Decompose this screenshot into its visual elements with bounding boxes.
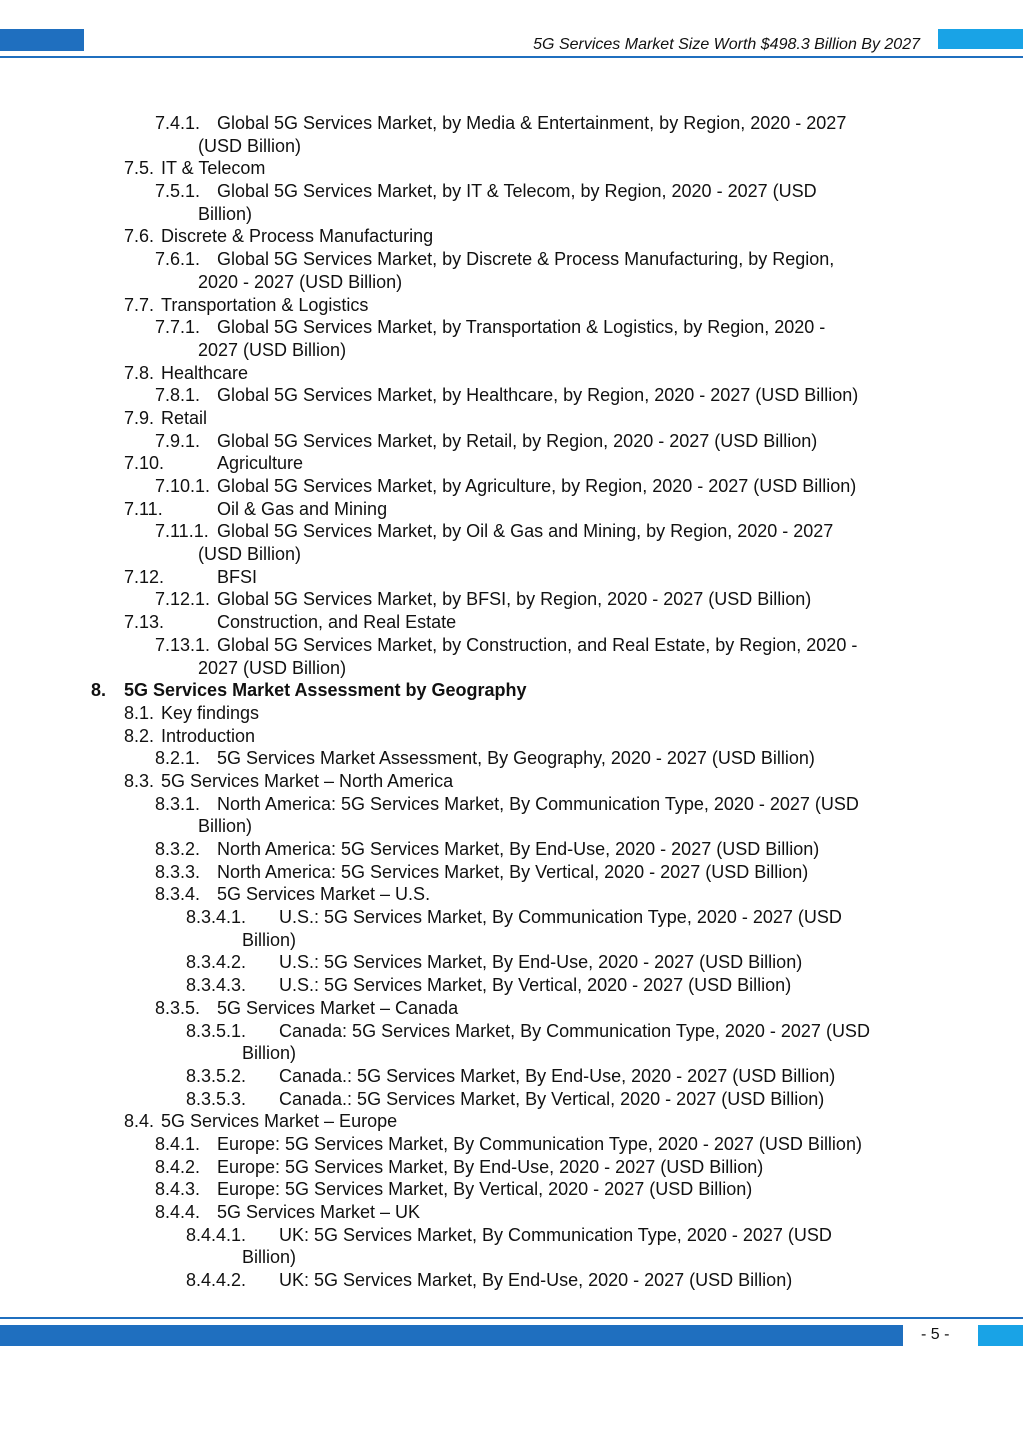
toc-entry: [0, 861, 1023, 884]
toc-entry-title: North America: 5G Services Market, By End-Use, 2020 - 2027 (USD Billion): [217, 839, 820, 859]
toc-entry: [0, 566, 1023, 589]
toc-entry-title: 5G Services Market – Canada: [217, 997, 459, 1018]
toc-entry-title: Global 5G Services Market, by Retail, by Region, 2020 - 2027 (USD Billion): [217, 430, 818, 451]
toc-entry-title: North America: 5G Services Market, By Vertical, 2020 - 2027 (USD Billion): [217, 861, 809, 882]
toc-entry-number: 7.7.1.: [155, 317, 201, 338]
table-of-contents: [0, 112, 1023, 1292]
toc-entry-title-continued: Billion): [242, 929, 297, 950]
toc-entry-number: 7.11.: [124, 498, 163, 519]
toc-entry: [0, 520, 1023, 543]
toc-entry-continuation: [0, 657, 1023, 680]
toc-entry: [0, 294, 1023, 317]
toc-entry-continuation: [0, 339, 1023, 362]
toc-entry-title-continued: (USD Billion): [198, 544, 302, 565]
toc-entry-number: 8.3.2.: [155, 839, 201, 859]
toc-entry-number: 8.4.4.1.: [186, 1224, 247, 1245]
toc-entry: [0, 974, 1023, 997]
toc-entry-title: U.S.: 5G Services Market, By Communication Type, 2020 - 2027 (USD: [279, 907, 842, 928]
toc-entry: [0, 702, 1023, 725]
toc-entry: [0, 1110, 1023, 1133]
toc-entry-continuation: [0, 815, 1023, 838]
toc-entry: [0, 679, 1023, 702]
toc-entry-number: 8.3.: [124, 770, 155, 791]
footer-bar: [0, 1325, 903, 1346]
toc-entry-number: 8.1.: [124, 702, 155, 723]
toc-entry-continuation: [0, 203, 1023, 226]
toc-entry-title-continued: 2027 (USD Billion): [198, 339, 347, 360]
toc-entry-number: 8.: [91, 680, 107, 701]
toc-entry-title: Retail: [161, 407, 208, 428]
toc-entry: [0, 384, 1023, 407]
toc-entry-number: 8.3.1.: [155, 793, 201, 814]
toc-entry: [0, 634, 1023, 657]
toc-entry-title-continued: 2027 (USD Billion): [198, 657, 347, 678]
toc-entry: [0, 248, 1023, 271]
toc-entry-title: Global 5G Services Market, by Discrete & Process Manufacturing, by Region,: [217, 249, 835, 270]
toc-entry-title-continued: Billion): [242, 1043, 297, 1064]
toc-entry-title: 5G Services Market Assessment, By Geography, 2020 - 2027 (USD Billion): [217, 748, 815, 769]
header-accent-left: [0, 29, 84, 51]
toc-entry-number: 7.9.: [124, 407, 155, 428]
toc-entry-number: 8.4.4.: [155, 1202, 201, 1222]
toc-entry-title-continued: Billion): [198, 816, 253, 837]
toc-entry-continuation: [0, 271, 1023, 294]
toc-entry-number: 7.12.: [124, 566, 165, 587]
toc-entry: [0, 838, 1023, 861]
footer-rule: [0, 1317, 1023, 1319]
toc-entry-number: 7.4.1.: [155, 113, 201, 133]
toc-entry: [0, 1269, 1023, 1292]
toc-entry-number: 8.4.: [124, 1111, 155, 1132]
toc-entry: [0, 1088, 1023, 1111]
toc-entry-number: 7.13.1.: [155, 634, 211, 655]
toc-entry-title: 5G Services Market – Europe: [161, 1111, 398, 1132]
toc-entry-number: 8.3.4.2.: [186, 952, 247, 973]
toc-entry-title: Canada.: 5G Services Market, By End-Use, 2020 - 2027 (USD Billion): [279, 1065, 836, 1086]
toc-entry-title: U.S.: 5G Services Market, By Vertical, 2020 - 2027 (USD Billion): [279, 975, 792, 996]
toc-entry-number: 8.3.4.1.: [186, 907, 247, 928]
toc-entry: [0, 1201, 1023, 1224]
toc-entry: [0, 112, 1023, 135]
toc-entry: [0, 1133, 1023, 1156]
header-title: 5G Services Market Size Worth $498.3 Billion By 2027: [533, 36, 920, 53]
toc-entry-number: 8.4.1.: [155, 1133, 201, 1154]
toc-entry-number: 8.2.: [124, 725, 155, 746]
toc-entry-title: Healthcare: [161, 362, 249, 383]
toc-entry: [0, 452, 1023, 475]
toc-entry: [0, 611, 1023, 634]
toc-entry: [0, 180, 1023, 203]
toc-entry-title: Global 5G Services Market, by Media & Entertainment, by Region, 2020 - 2027: [217, 113, 847, 133]
toc-entry-number: 7.7.: [124, 294, 155, 315]
toc-entry-title: Global 5G Services Market, by Transportation & Logistics, by Region, 2020 -: [217, 317, 826, 338]
toc-entry-number: 7.10.1.: [155, 476, 211, 496]
toc-entry-title: 5G Services Market – UK: [217, 1202, 421, 1222]
toc-entry-title: BFSI: [217, 566, 258, 587]
toc-entry: [0, 1156, 1023, 1179]
toc-entry-title-continued: (USD Billion): [198, 135, 302, 156]
toc-entry: [0, 1224, 1023, 1247]
toc-entry-title: UK: 5G Services Market, By End-Use, 2020 - 2027 (USD Billion): [279, 1270, 793, 1291]
toc-entry-number: 7.13.: [124, 612, 165, 633]
toc-entry: [0, 362, 1023, 385]
page-number: - 5 -: [921, 1326, 950, 1343]
toc-entry: [0, 498, 1023, 521]
toc-entry-title: Oil & Gas and Mining: [217, 498, 388, 519]
toc-entry: [0, 157, 1023, 180]
header-rule: [0, 56, 1023, 58]
toc-entry-number: 8.4.3.: [155, 1179, 201, 1200]
toc-entry-number: 8.2.1.: [155, 748, 201, 769]
toc-entry: [0, 883, 1023, 906]
toc-entry: [0, 430, 1023, 453]
toc-entry-continuation: [0, 929, 1023, 952]
toc-entry-continuation: [0, 543, 1023, 566]
toc-entry: [0, 1065, 1023, 1088]
footer-accent-right: [978, 1325, 1023, 1346]
toc-entry: [0, 225, 1023, 248]
toc-entry-number: 7.8.1.: [155, 385, 201, 406]
toc-entry-title: UK: 5G Services Market, By Communication Type, 2020 - 2027 (USD: [279, 1224, 832, 1245]
toc-entry: [0, 725, 1023, 748]
toc-entry-title: Agriculture: [217, 453, 304, 474]
toc-entry-title-continued: Billion): [198, 203, 253, 224]
toc-entry: [0, 997, 1023, 1020]
toc-entry-title: Canada: 5G Services Market, By Communication Type, 2020 - 2027 (USD: [279, 1020, 870, 1041]
toc-entry-title: Global 5G Services Market, by Healthcare, by Region, 2020 - 2027 (USD Billion): [217, 385, 859, 406]
toc-entry-title: Europe: 5G Services Market, By Communication Type, 2020 - 2027 (USD Billion): [217, 1133, 862, 1154]
toc-entry-title: Transportation & Logistics: [161, 294, 369, 315]
toc-entry: [0, 1178, 1023, 1201]
toc-entry-title: Canada.: 5G Services Market, By Vertical, 2020 - 2027 (USD Billion): [279, 1088, 825, 1109]
toc-entry-title: Global 5G Services Market, by IT & Telecom, by Region, 2020 - 2027 (USD: [217, 181, 817, 202]
toc-entry: [0, 316, 1023, 339]
toc-entry-title: Europe: 5G Services Market, By End-Use, 2020 - 2027 (USD Billion): [217, 1156, 764, 1177]
toc-entry-number: 8.3.4.: [155, 884, 201, 905]
toc-entry-title: Global 5G Services Market, by BFSI, by Region, 2020 - 2027 (USD Billion): [217, 589, 812, 610]
toc-entry-number: 7.10.: [124, 453, 165, 474]
toc-entry-title: Key findings: [161, 702, 260, 723]
toc-entry-number: 7.9.1.: [155, 430, 201, 451]
toc-entry-number: 8.4.2.: [155, 1156, 201, 1177]
toc-entry: [0, 588, 1023, 611]
toc-entry-number: 7.6.1.: [155, 249, 201, 270]
toc-entry-title: Global 5G Services Market, by Oil & Gas and Mining, by Region, 2020 - 2027: [217, 521, 834, 542]
toc-entry-number: 8.3.5.2.: [186, 1065, 247, 1086]
toc-entry-title: Discrete & Process Manufacturing: [161, 226, 434, 247]
toc-entry-number: 7.8.: [124, 362, 155, 383]
toc-entry-number: 8.3.5.3.: [186, 1088, 247, 1109]
toc-entry-number: 7.11.1.: [155, 521, 209, 542]
header-accent-right: [938, 29, 1023, 49]
toc-entry-title: 5G Services Market – U.S.: [217, 884, 431, 905]
toc-entry-title-continued: Billion): [242, 1247, 297, 1268]
toc-entry-title: Europe: 5G Services Market, By Vertical, 2020 - 2027 (USD Billion): [217, 1179, 753, 1200]
toc-entry: [0, 793, 1023, 816]
toc-entry: [0, 407, 1023, 430]
toc-entry-continuation: [0, 1246, 1023, 1269]
toc-entry-number: 8.3.5.1.: [186, 1020, 247, 1041]
toc-entry-title: U.S.: 5G Services Market, By End-Use, 2020 - 2027 (USD Billion): [279, 952, 803, 973]
toc-entry-number: 7.5.: [124, 158, 155, 179]
toc-entry-number: 8.3.3.: [155, 861, 201, 882]
toc-entry: [0, 951, 1023, 974]
toc-entry-number: 8.3.5.: [155, 997, 201, 1018]
toc-entry: [0, 906, 1023, 929]
toc-entry: [0, 747, 1023, 770]
toc-entry: [0, 1020, 1023, 1043]
toc-entry-title: 5G Services Market Assessment by Geography: [124, 680, 527, 701]
toc-entry-continuation: [0, 135, 1023, 158]
toc-entry-number: 7.12.1.: [155, 589, 211, 610]
toc-entry-number: 8.3.4.3.: [186, 975, 247, 996]
toc-entry-title: Global 5G Services Market, by Construction, and Real Estate, by Region, 2020 -: [217, 634, 858, 655]
toc-entry: [0, 475, 1023, 498]
toc-entry-number: 7.6.: [124, 226, 155, 247]
toc-entry-number: 8.4.4.2.: [186, 1270, 247, 1291]
toc-entry-title: Global 5G Services Market, by Agriculture, by Region, 2020 - 2027 (USD Billion): [217, 476, 857, 496]
toc-entry-title-continued: 2020 - 2027 (USD Billion): [198, 271, 403, 292]
toc-entry-title: IT & Telecom: [161, 158, 266, 179]
toc-entry: [0, 770, 1023, 793]
toc-entry-number: 7.5.1.: [155, 181, 201, 202]
toc-entry-title: Construction, and Real Estate: [217, 612, 457, 633]
toc-entry-continuation: [0, 1042, 1023, 1065]
toc-entry-title: North America: 5G Services Market, By Communication Type, 2020 - 2027 (USD: [217, 793, 859, 814]
toc-entry-title: 5G Services Market – North America: [161, 770, 454, 791]
toc-entry-title: Introduction: [161, 725, 256, 746]
